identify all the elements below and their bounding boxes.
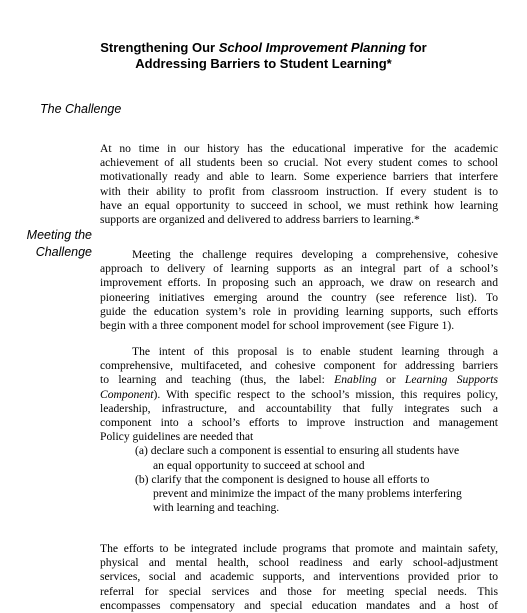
list-item-b-line-2: prevent and minimize the impact of the many problems interfering xyxy=(153,487,462,501)
sidebar-heading-meeting xyxy=(22,227,92,261)
paragraph-efforts xyxy=(100,542,498,613)
list-item-a xyxy=(100,444,498,472)
text-line: The efforts to be integrated include programs that promote and maintain safety, xyxy=(100,542,498,555)
list-item-b-line-3: with learning and teaching. xyxy=(153,501,280,515)
sidebar-heading-challenge: The Challenge xyxy=(40,102,122,116)
title-line-1: Strengthening Our School Improvement Planning for xyxy=(100,40,427,55)
sidebar-heading-meeting-line-1: Meeting the xyxy=(26,228,92,242)
text-line: Meeting the challenge requires developing a comprehensive, cohesive xyxy=(132,248,498,261)
text-line: supports are organized and delivered to address barriers to learning.* xyxy=(100,213,420,227)
text-line: guide the education system’s role in providing learning supports, such efforts xyxy=(100,304,498,318)
text-line: motivationally ready and able to learn. Some experience barriers that interfere xyxy=(100,170,498,184)
paragraph-challenge xyxy=(100,142,498,227)
list-item-a-line-2: an equal opportunity to succeed at school and xyxy=(153,458,365,472)
text-line: leadership, infrastructure, and accountability that fully integrates such a xyxy=(100,401,498,415)
list-item-b-line-1: (b) clarify that the component is designed to house all efforts to xyxy=(135,472,430,486)
text-line: The intent of this proposal is to enable student learning through a xyxy=(132,345,498,358)
text-line: comprehensive, multifaceted, and cohesive component for addressing barriers xyxy=(100,359,498,373)
text-line: referral for special services and those for meeting special needs. This xyxy=(100,584,498,598)
text-line: services, social and academic supports, and interventions provided prior to xyxy=(100,570,498,584)
paragraph-meeting xyxy=(100,248,498,333)
text-line: pioneering initiatives emerging around the country (see reference list). To xyxy=(100,290,498,304)
text-line: Policy guidelines are needed that xyxy=(100,430,254,444)
title-line-2: Addressing Barriers to Student Learning* xyxy=(135,56,392,71)
document-title xyxy=(0,40,527,72)
text-line: approach to delivery of learning supports as an integral part of a school’s xyxy=(100,262,498,276)
text-line: have an equal opportunity to succeed in school, we must rethink how learning xyxy=(100,198,498,212)
sidebar-heading-meeting-line-2: Challenge xyxy=(35,245,92,259)
text-line: physical and mental health, school readiness and early school-adjustment xyxy=(100,556,498,570)
list-item-a-line-1: (a) declare such a component is essential to ensuring all students have xyxy=(135,444,460,458)
text-line: with their ability to profit from classroom instruction. If every student is to xyxy=(100,184,498,198)
text-line: encompasses compensatory and special education mandates and a host of xyxy=(100,598,498,612)
list-item-b xyxy=(100,473,498,516)
text-line: improvement efforts. In proposing such an approach, we draw on research and xyxy=(100,276,498,290)
text-line: begin with a three component model for school improvement (see Figure 1). xyxy=(100,319,455,333)
text-line: At no time in our history has the educational imperative for the academic xyxy=(100,142,498,155)
paragraph-intent xyxy=(100,345,498,515)
text-line: component into a school’s efforts to improve instruction and management xyxy=(100,416,498,430)
text-line: Component). With specific respect to the school’s mission, this requires policy, xyxy=(100,387,498,401)
text-line: to learning and teaching (thus, the label: Enabling or Learning Supports xyxy=(100,373,498,387)
text-line: achievement of all students been so crucial. Not every student comes to school xyxy=(100,156,498,170)
